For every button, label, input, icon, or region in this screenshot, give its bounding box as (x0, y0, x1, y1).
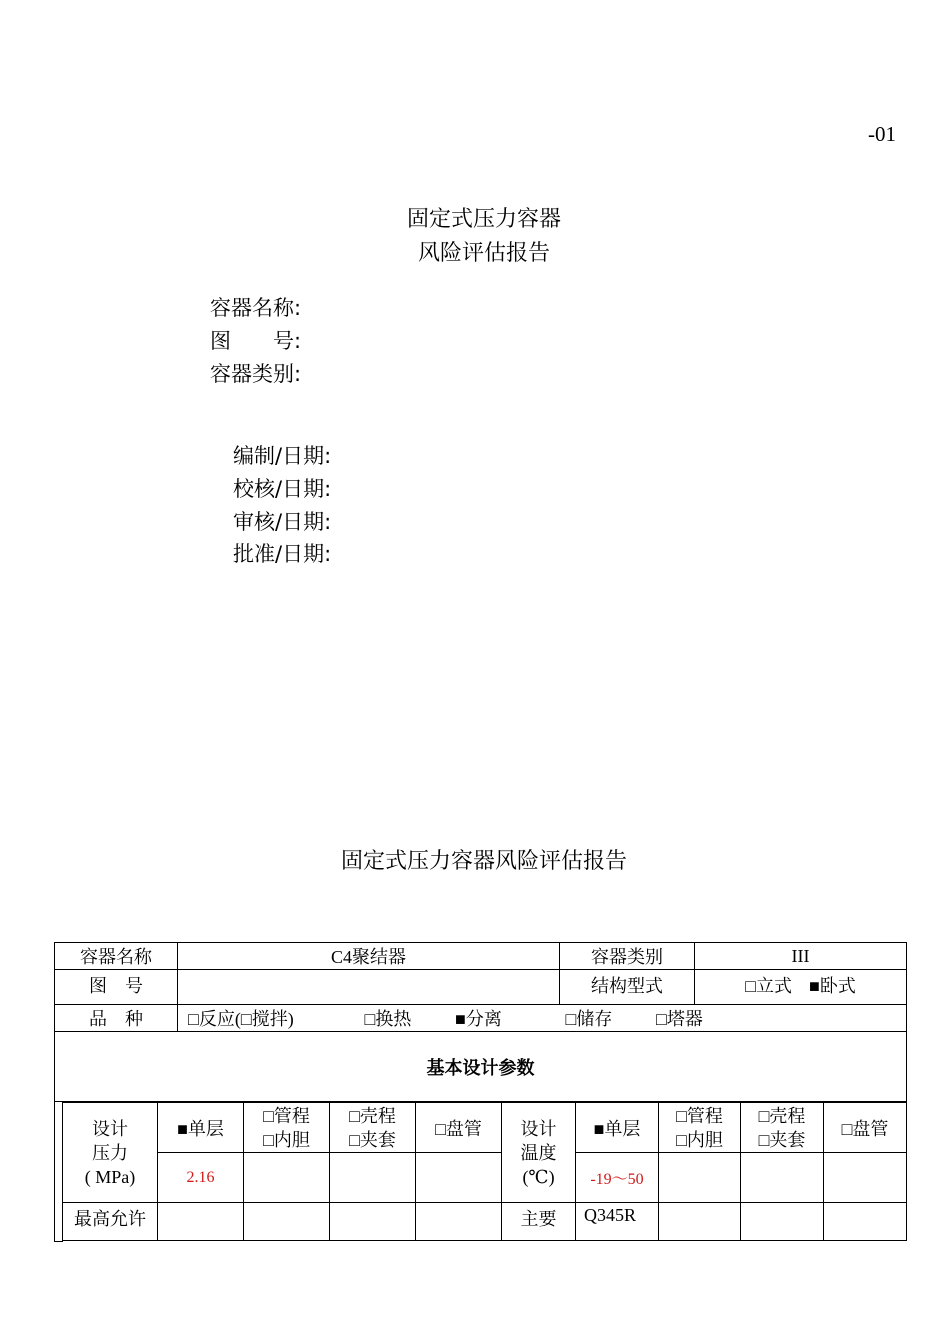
design-temperature-label-cell (502, 1103, 576, 1203)
variety-label: 品 种 (55, 1005, 178, 1032)
pressure-option-tube-liner (244, 1103, 330, 1153)
pressure-option-coil: □盘管 (416, 1103, 502, 1153)
temperature-option-tube-liner (659, 1103, 741, 1153)
max-allowed-value-3 (330, 1203, 416, 1241)
design-temperature-shell-value (741, 1153, 824, 1203)
structure-option-vertical: □立式 (745, 976, 792, 996)
pressure-option-single-layer: ■单层 (158, 1103, 244, 1153)
variety-option-reaction: □反应(□搅拌) (188, 1009, 294, 1029)
design-pressure-label: 设计压力 (92, 1118, 128, 1163)
vessel-category-label: 容器类别 (560, 943, 695, 970)
signoff-review-label: 审核/日期: (233, 510, 332, 534)
vessel-name-field-label: 容器名称: (210, 296, 302, 320)
variety-option-tower: □塔器 (656, 1009, 703, 1029)
vessel-category-value: III (695, 943, 907, 970)
design-pressure-unit: ( MPa) (84, 1166, 136, 1187)
design-pressure-label-cell (63, 1103, 158, 1203)
report-title: 固定式压力容器风险评估报告 (340, 849, 627, 874)
drawing-number-label: 图 号 (55, 970, 178, 1005)
drawing-number-value (178, 970, 560, 1005)
signoff-approve-label: 批准/日期: (233, 542, 332, 566)
main-material-value-2 (659, 1203, 741, 1241)
max-allowed-value-4 (416, 1203, 502, 1241)
vessel-name-label: 容器名称 (55, 943, 178, 970)
variety-options (178, 1005, 907, 1032)
table-left-border-stub (54, 1102, 56, 1242)
design-temperature-value: -19～50 (576, 1153, 659, 1203)
main-material-value-3 (741, 1203, 824, 1241)
design-temperature-label: 设计温度 (520, 1118, 557, 1163)
main-material-label: 主要 (502, 1203, 576, 1241)
section-heading-basic-design-params: 基本设计参数 (55, 1032, 907, 1102)
variety-option-separation: ■分离 (455, 1009, 502, 1029)
cover-title-line2: 风险评估报告 (417, 241, 550, 266)
vessel-name-value: C4聚结器 (178, 943, 560, 970)
design-pressure-shell-value (330, 1153, 416, 1203)
temperature-option-shell-jacket (741, 1103, 824, 1153)
design-pressure-value: 2.16 (158, 1153, 244, 1203)
temperature-option-single-layer: ■单层 (576, 1103, 659, 1153)
design-temperature-tube-value (659, 1153, 741, 1203)
max-allowed-value-2 (244, 1203, 330, 1241)
document-code: -01 (868, 122, 896, 146)
pressure-option-shell: □壳程 (349, 1105, 396, 1126)
pressure-option-shell-jacket (330, 1103, 416, 1153)
main-material-value-4 (824, 1203, 907, 1241)
design-pressure-coil-value (416, 1153, 502, 1203)
max-allowed-value-1 (158, 1203, 244, 1241)
design-parameters-table (62, 1102, 907, 1241)
cover-title-line1: 固定式压力容器 (406, 207, 561, 232)
pressure-option-jacket: □夹套 (349, 1129, 396, 1150)
design-temperature-unit: (℃) (522, 1166, 555, 1187)
structure-option-horizontal: ■卧式 (809, 976, 856, 996)
variety-option-heat-exchange: □换热 (364, 1009, 412, 1029)
max-allowed-label: 最高允许 (63, 1203, 158, 1241)
temperature-option-shell: □壳程 (758, 1105, 806, 1126)
temperature-option-liner: □内胆 (676, 1129, 723, 1150)
pressure-option-liner: □内胆 (263, 1129, 310, 1150)
temperature-option-coil: □盘管 (824, 1103, 907, 1153)
temperature-option-tube: □管程 (676, 1105, 723, 1126)
table-left-border-tick (54, 1241, 63, 1242)
temperature-option-jacket: □夹套 (758, 1129, 806, 1150)
vessel-info-table (54, 942, 907, 1102)
drawing-number-field-label: 图 号: (210, 329, 302, 353)
structure-type-options (695, 970, 907, 1005)
pressure-option-tube: □管程 (263, 1105, 310, 1126)
signoff-check-label: 校核/日期: (233, 477, 332, 501)
main-material-value: Q345R (576, 1203, 659, 1241)
signoff-compile-label: 编制/日期: (233, 444, 332, 468)
structure-type-label: 结构型式 (560, 970, 695, 1005)
design-pressure-tube-value (244, 1153, 330, 1203)
vessel-category-field-label: 容器类别: (210, 362, 302, 386)
variety-option-storage: □储存 (565, 1009, 613, 1029)
design-temperature-coil-value (824, 1153, 907, 1203)
